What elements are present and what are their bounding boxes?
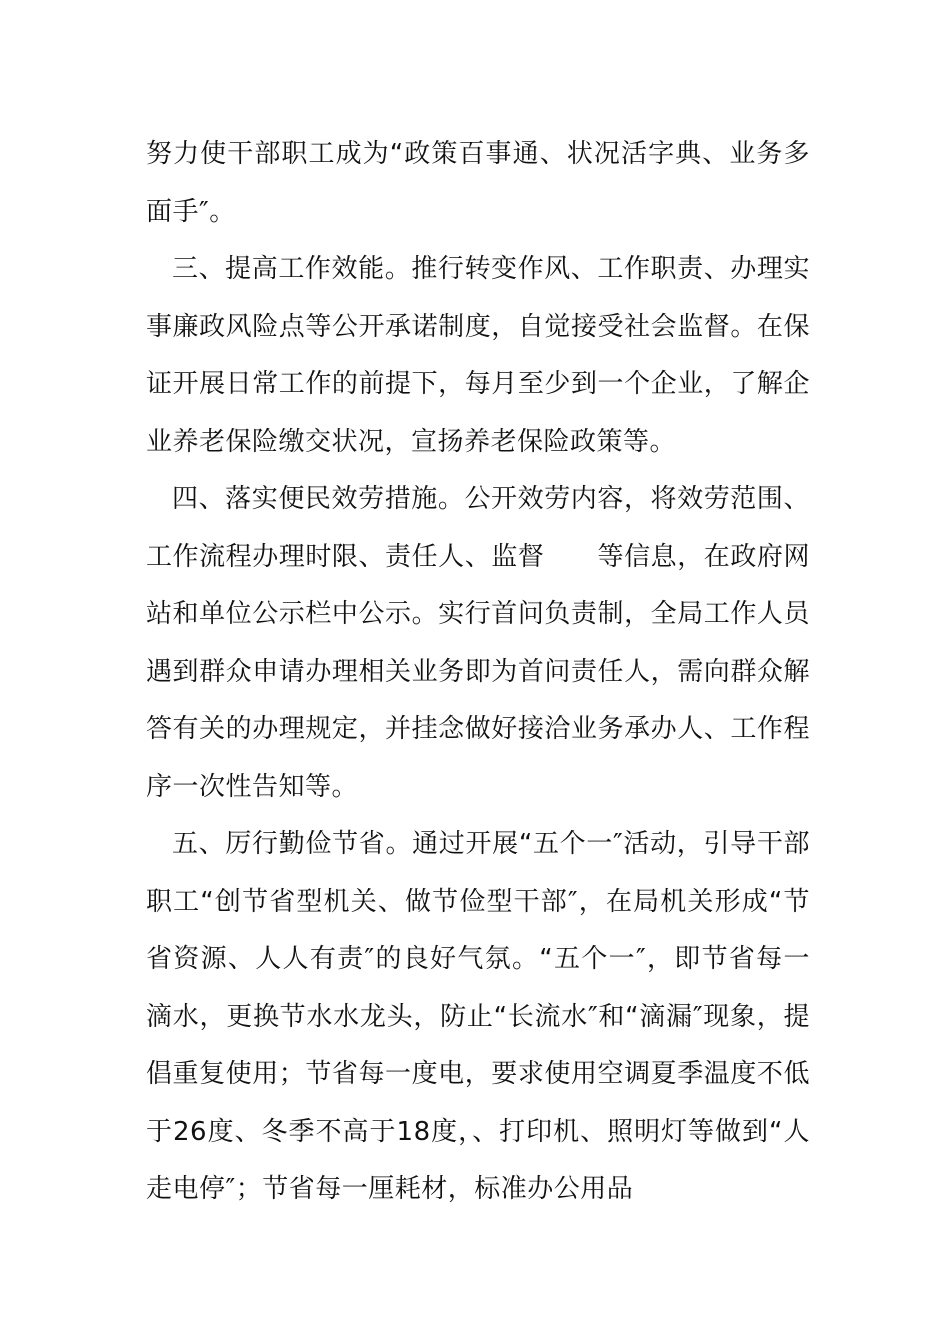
paragraph-four: 四、落实便民效劳措施。公开效劳内容，将效劳范围、工作流程办理时限、责任人、监督 等信息，在政府网站和单位公示栏中公示。实行首问负责制，全局工作人员遇到群众申请办理相关业务即为首问责任人，需向群众解答有关的办理规定，并挂念做好接洽业务承办人、工作程序一次性告知等。: [146, 484, 810, 802]
paragraph-continued: 努力使干部职工成为“政策百事通、状况活字典、业务多面手″。: [146, 139, 810, 227]
paragraph-five: 五、厉行勤俭节省。通过开展“五个一″活动，引导干部职工“创节省型机关、做节俭型干部″，在局机关形成“节省资源、人人有责″的良好气氛。“五个一″，即节省每一滴水，更换节水水龙头，防止“长流水″和“滴漏″现象，提倡重复使用；节省每一度电，要求使用空调夏季温度不低于26度、冬季不高于18度，、打印机、照明灯等做到“人走电停″；节省每一厘耗材，标准办公用品: [146, 829, 810, 1204]
paragraph-three: 三、提高工作效能。推行转变作风、工作职责、办理实事廉政风险点等公开承诺制度，自觉接受社会监督。在保证开展日常工作的前提下，每月至少到一个企业，了解企业养老保险缴交状况，宣扬养老保险政策等。: [146, 254, 810, 457]
document-body: [146, 126, 810, 1219]
